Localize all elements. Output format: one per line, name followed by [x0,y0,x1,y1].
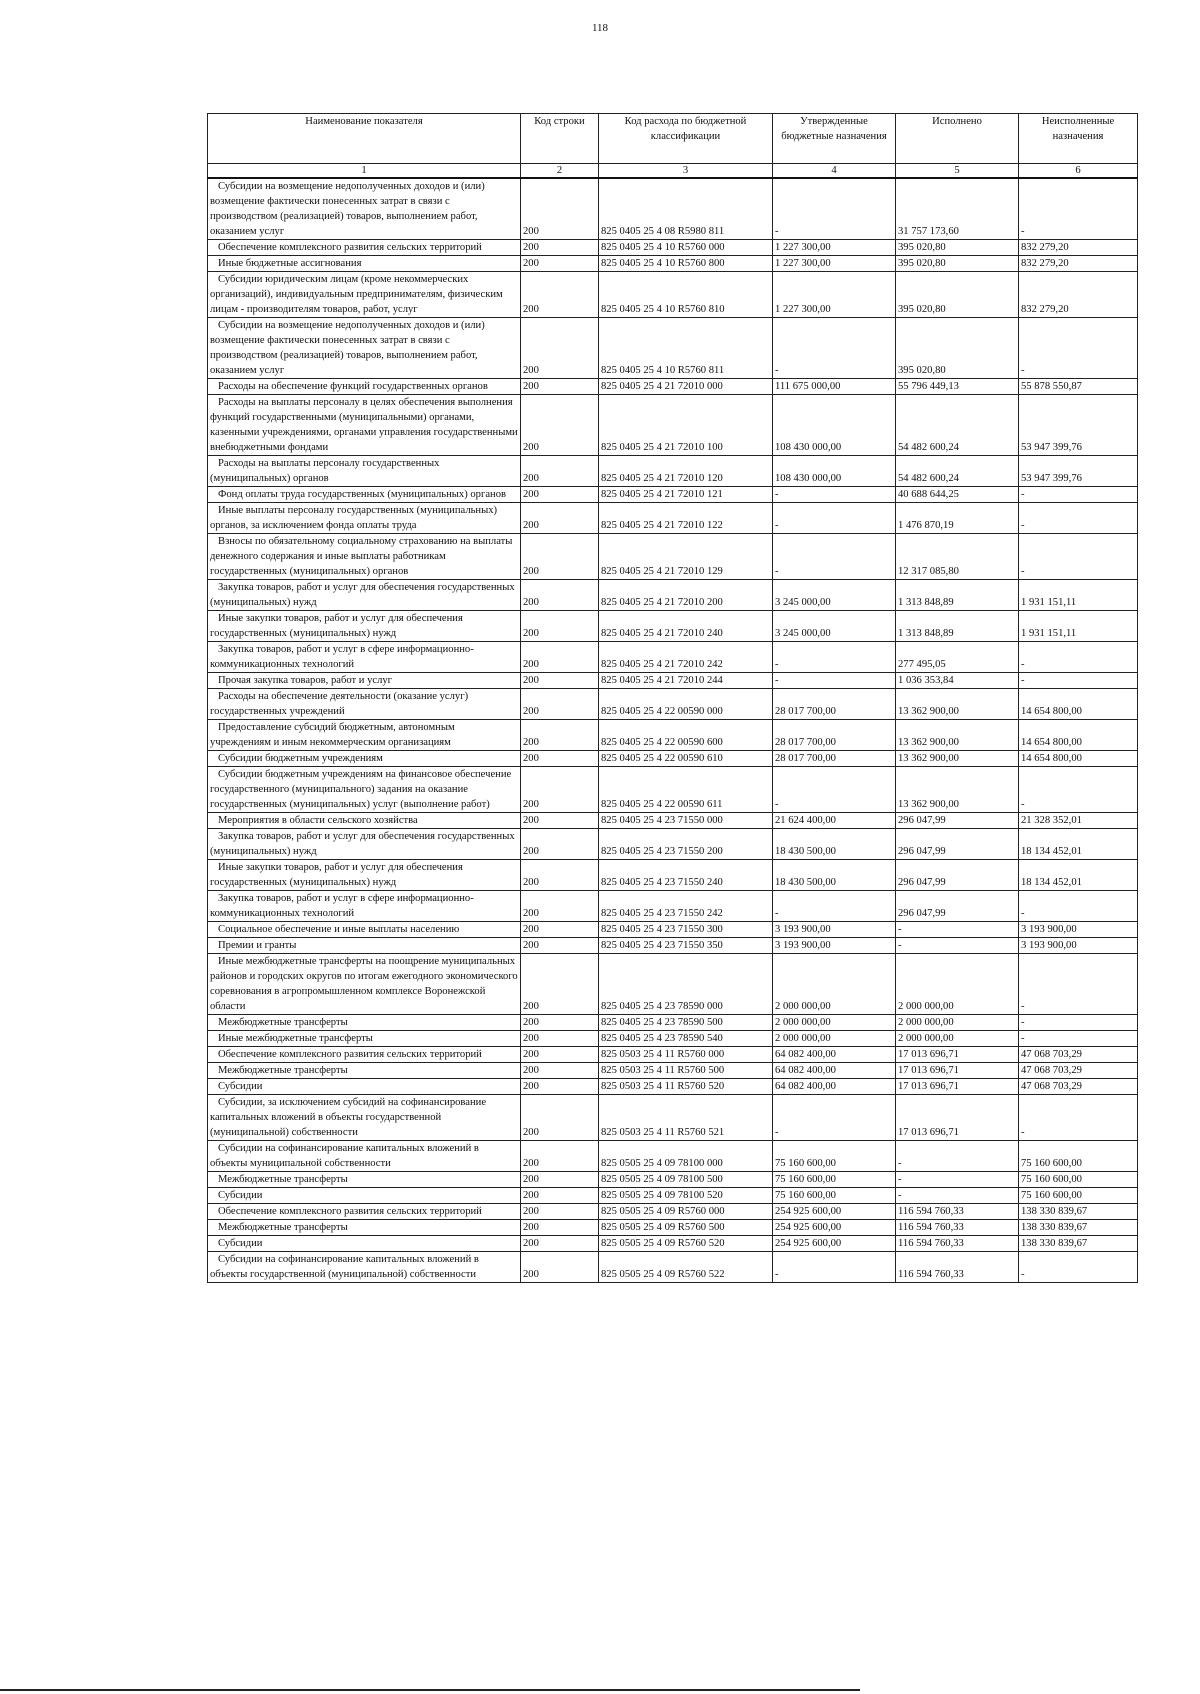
cell-expense-code: 825 0503 25 4 11 R5760 521 [599,1095,773,1141]
cell-unexecuted: 47 068 703,29 [1019,1047,1138,1063]
table-row [208,1063,1138,1079]
table-row [208,1141,1138,1172]
cell-row-code: 200 [521,487,599,503]
cell-executed: 296 047,99 [896,891,1019,922]
cell-name: Иные закупки товаров, работ и услуг для обеспечения государственных (муниципальных) нужд [208,860,521,891]
cell-approved: 75 160 600,00 [773,1141,896,1172]
cell-row-code: 200 [521,456,599,487]
cell-approved: 108 430 000,00 [773,395,896,456]
cell-row-code: 200 [521,938,599,954]
table-row [208,1188,1138,1204]
cell-expense-code: 825 0405 25 4 23 71550 242 [599,891,773,922]
cell-unexecuted: 75 160 600,00 [1019,1188,1138,1204]
cell-name: Иные выплаты персоналу государственных (муниципальных) органов, за исключением фонда оплаты труда [208,503,521,534]
cell-approved: - [773,673,896,689]
cell-expense-code: 825 0505 25 4 09 78100 500 [599,1172,773,1188]
table-row [208,642,1138,673]
cell-expense-code: 825 0505 25 4 09 78100 000 [599,1141,773,1172]
cell-executed: 54 482 600,24 [896,395,1019,456]
cell-row-code: 200 [521,1188,599,1204]
table-row [208,767,1138,813]
cell-unexecuted: - [1019,503,1138,534]
cell-executed: 395 020,80 [896,272,1019,318]
cell-expense-code: 825 0405 25 4 22 00590 610 [599,751,773,767]
cell-approved: 64 082 400,00 [773,1047,896,1063]
table-row [208,673,1138,689]
cell-executed: 17 013 696,71 [896,1047,1019,1063]
cell-name: Прочая закупка товаров, работ и услуг [208,673,521,689]
cell-approved: - [773,1252,896,1283]
cell-approved: 111 675 000,00 [773,379,896,395]
page-number: 118 [591,22,609,34]
cell-unexecuted: - [1019,534,1138,580]
cell-unexecuted: - [1019,1252,1138,1283]
cell-name: Мероприятия в области сельского хозяйства [208,813,521,829]
cell-row-code: 200 [521,860,599,891]
cell-expense-code: 825 0405 25 4 23 71550 300 [599,922,773,938]
cell-unexecuted: 47 068 703,29 [1019,1079,1138,1095]
cell-name: Субсидии [208,1188,521,1204]
cell-approved: - [773,891,896,922]
column-header-row-code: Код строки [521,114,599,164]
cell-expense-code: 825 0405 25 4 23 71550 240 [599,860,773,891]
cell-approved: 1 227 300,00 [773,240,896,256]
cell-name: Субсидии бюджетным учреждениям на финансовое обеспечение государственного (муниципального) задания на оказание государственных (муниципальных) услуг (выполнение работ) [208,767,521,813]
cell-row-code: 200 [521,751,599,767]
cell-name: Социальное обеспечение и иные выплаты населению [208,922,521,938]
cell-unexecuted: - [1019,673,1138,689]
cell-executed: 12 317 085,80 [896,534,1019,580]
cell-unexecuted: 53 947 399,76 [1019,456,1138,487]
cell-approved: 28 017 700,00 [773,751,896,767]
cell-approved: 21 624 400,00 [773,813,896,829]
cell-approved: 2 000 000,00 [773,954,896,1015]
cell-name: Межбюджетные трансферты [208,1220,521,1236]
cell-unexecuted: 18 134 452,01 [1019,829,1138,860]
cell-row-code: 200 [521,813,599,829]
cell-approved: - [773,642,896,673]
cell-row-code: 200 [521,1141,599,1172]
cell-row-code: 200 [521,379,599,395]
cell-name: Обеспечение комплексного развития сельских территорий [208,240,521,256]
cell-unexecuted: - [1019,1031,1138,1047]
table-row [208,1095,1138,1141]
cell-name: Иные бюджетные ассигнования [208,256,521,272]
table-row [208,751,1138,767]
cell-row-code: 200 [521,689,599,720]
cell-executed: 17 013 696,71 [896,1063,1019,1079]
cell-executed: - [896,1141,1019,1172]
cell-executed: 17 013 696,71 [896,1079,1019,1095]
cell-unexecuted: 21 328 352,01 [1019,813,1138,829]
cell-unexecuted: 138 330 839,67 [1019,1204,1138,1220]
table-row [208,611,1138,642]
column-number-row [208,164,1138,179]
cell-expense-code: 825 0405 25 4 22 00590 000 [599,689,773,720]
cell-row-code: 200 [521,891,599,922]
cell-unexecuted: - [1019,318,1138,379]
cell-row-code: 200 [521,1095,599,1141]
cell-executed: 296 047,99 [896,860,1019,891]
cell-row-code: 200 [521,1204,599,1220]
cell-name: Субсидии на возмещение недополученных доходов и (или) возмещение фактически понесенных затрат в связи с производством (реализацией) товаров, выполнением работ, оказанием услуг [208,318,521,379]
cell-unexecuted: 53 947 399,76 [1019,395,1138,456]
cell-unexecuted: - [1019,1015,1138,1031]
column-header-expense-code: Код расхода по бюджетной классификации [599,114,773,164]
cell-expense-code: 825 0505 25 4 09 R5760 522 [599,1252,773,1283]
cell-expense-code: 825 0405 25 4 23 78590 500 [599,1015,773,1031]
cell-expense-code: 825 0405 25 4 23 78590 540 [599,1031,773,1047]
cell-expense-code: 825 0405 25 4 10 R5760 810 [599,272,773,318]
cell-row-code: 200 [521,240,599,256]
cell-unexecuted: 832 279,20 [1019,240,1138,256]
cell-executed: - [896,1172,1019,1188]
cell-approved: 64 082 400,00 [773,1079,896,1095]
table-row [208,860,1138,891]
cell-approved: 1 227 300,00 [773,256,896,272]
column-number: 4 [773,164,896,179]
cell-approved: 75 160 600,00 [773,1172,896,1188]
table-row [208,891,1138,922]
cell-approved: 1 227 300,00 [773,272,896,318]
column-header-name: Наименование показателя [208,114,521,164]
cell-name: Субсидии на возмещение недополученных доходов и (или) возмещение фактически понесенных затрат в связи с производством (реализацией) товаров, выполнением работ, оказанием услуг [208,178,521,240]
cell-name: Расходы на обеспечение деятельности (оказание услуг) государственных учреждений [208,689,521,720]
cell-name: Взносы по обязательному социальному страхованию на выплаты денежного содержания и иные выплаты работникам государственных (муниципальных) органов [208,534,521,580]
cell-row-code: 200 [521,673,599,689]
table-row [208,580,1138,611]
cell-row-code: 200 [521,922,599,938]
cell-name: Расходы на обеспечение функций государственных органов [208,379,521,395]
cell-expense-code: 825 0405 25 4 21 72010 244 [599,673,773,689]
cell-row-code: 200 [521,272,599,318]
table-row [208,318,1138,379]
table-row [208,272,1138,318]
table-row [208,178,1138,240]
cell-row-code: 200 [521,1079,599,1095]
cell-row-code: 200 [521,395,599,456]
cell-approved: - [773,767,896,813]
table-row [208,1031,1138,1047]
table-row [208,1220,1138,1236]
cell-expense-code: 825 0503 25 4 11 R5760 000 [599,1047,773,1063]
table-row [208,1204,1138,1220]
table-row [208,938,1138,954]
cell-expense-code: 825 0505 25 4 09 R5760 520 [599,1236,773,1252]
cell-executed: - [896,1188,1019,1204]
cell-unexecuted: 75 160 600,00 [1019,1172,1138,1188]
cell-approved: 3 245 000,00 [773,580,896,611]
cell-executed: 31 757 173,60 [896,178,1019,240]
cell-executed: 1 313 848,89 [896,580,1019,611]
table-row [208,395,1138,456]
cell-executed: 40 688 644,25 [896,487,1019,503]
cell-row-code: 200 [521,1031,599,1047]
cell-unexecuted: 75 160 600,00 [1019,1141,1138,1172]
table-row [208,1015,1138,1031]
cell-unexecuted: - [1019,1095,1138,1141]
cell-expense-code: 825 0405 25 4 10 R5760 800 [599,256,773,272]
column-header-executed: Исполнено [896,114,1019,164]
cell-name: Межбюджетные трансферты [208,1063,521,1079]
cell-expense-code: 825 0405 25 4 21 72010 200 [599,580,773,611]
cell-executed: 2 000 000,00 [896,954,1019,1015]
cell-unexecuted: 138 330 839,67 [1019,1220,1138,1236]
table-row [208,813,1138,829]
cell-name: Межбюджетные трансферты [208,1015,521,1031]
cell-row-code: 200 [521,318,599,379]
cell-approved: 18 430 500,00 [773,860,896,891]
column-number: 5 [896,164,1019,179]
table-header-row [208,114,1138,164]
budget-execution-table [207,113,1138,1283]
cell-row-code: 200 [521,1172,599,1188]
cell-name: Обеспечение комплексного развития сельских территорий [208,1047,521,1063]
cell-unexecuted: 832 279,20 [1019,256,1138,272]
cell-name: Закупка товаров, работ и услуг для обеспечения государственных (муниципальных) нужд [208,580,521,611]
column-number: 3 [599,164,773,179]
cell-approved: 64 082 400,00 [773,1063,896,1079]
table-row [208,720,1138,751]
cell-expense-code: 825 0405 25 4 10 R5760 000 [599,240,773,256]
cell-row-code: 200 [521,534,599,580]
cell-executed: 277 495,05 [896,642,1019,673]
cell-expense-code: 825 0405 25 4 21 72010 240 [599,611,773,642]
cell-unexecuted: - [1019,767,1138,813]
cell-name: Субсидии на софинансирование капитальных вложений в объекты государственной (муниципальной) собственности [208,1252,521,1283]
table-row [208,1047,1138,1063]
cell-executed: 17 013 696,71 [896,1095,1019,1141]
column-header-approved: Утвержденные бюджетные назначения [773,114,896,164]
cell-name: Субсидии [208,1079,521,1095]
cell-executed: 395 020,80 [896,240,1019,256]
cell-unexecuted: 47 068 703,29 [1019,1063,1138,1079]
cell-expense-code: 825 0405 25 4 21 72010 129 [599,534,773,580]
cell-row-code: 200 [521,1015,599,1031]
table-row [208,954,1138,1015]
cell-expense-code: 825 0405 25 4 10 R5760 811 [599,318,773,379]
cell-approved: - [773,1095,896,1141]
cell-row-code: 200 [521,256,599,272]
cell-name: Закупка товаров, работ и услуг в сфере информационно-коммуникационных технологий [208,891,521,922]
cell-executed: 116 594 760,33 [896,1252,1019,1283]
cell-name: Закупка товаров, работ и услуг для обеспечения государственных (муниципальных) нужд [208,829,521,860]
cell-row-code: 200 [521,1220,599,1236]
cell-expense-code: 825 0405 25 4 21 72010 121 [599,487,773,503]
cell-approved: 28 017 700,00 [773,689,896,720]
cell-name: Иные закупки товаров, работ и услуг для обеспечения государственных (муниципальных) нужд [208,611,521,642]
cell-row-code: 200 [521,720,599,751]
bottom-rule [0,1689,860,1691]
cell-approved: - [773,318,896,379]
cell-row-code: 200 [521,642,599,673]
cell-row-code: 200 [521,1252,599,1283]
table-row [208,1236,1138,1252]
cell-name: Расходы на выплаты персоналу государственных (муниципальных) органов [208,456,521,487]
cell-name: Субсидии [208,1236,521,1252]
cell-name: Премии и гранты [208,938,521,954]
table-row [208,487,1138,503]
table-row [208,503,1138,534]
cell-name: Фонд оплаты труда государственных (муниципальных) органов [208,487,521,503]
table-row [208,1252,1138,1283]
cell-expense-code: 825 0405 25 4 21 72010 120 [599,456,773,487]
cell-approved: 3 193 900,00 [773,938,896,954]
cell-row-code: 200 [521,580,599,611]
cell-approved: - [773,487,896,503]
column-number: 6 [1019,164,1138,179]
cell-approved: 75 160 600,00 [773,1188,896,1204]
cell-row-code: 200 [521,954,599,1015]
cell-row-code: 200 [521,1063,599,1079]
cell-unexecuted: 138 330 839,67 [1019,1236,1138,1252]
cell-executed: 54 482 600,24 [896,456,1019,487]
cell-executed: - [896,938,1019,954]
cell-unexecuted: - [1019,487,1138,503]
cell-expense-code: 825 0405 25 4 23 78590 000 [599,954,773,1015]
cell-executed: 1 313 848,89 [896,611,1019,642]
table-row [208,379,1138,395]
cell-approved: - [773,503,896,534]
cell-expense-code: 825 0405 25 4 22 00590 611 [599,767,773,813]
cell-unexecuted: - [1019,954,1138,1015]
cell-unexecuted: 3 193 900,00 [1019,922,1138,938]
cell-name: Расходы на выплаты персоналу в целях обеспечения выполнения функций государственными (муниципальными) органами, казенными учреждениями, органами управления государственными внебюджетными фондами [208,395,521,456]
cell-name: Субсидии на софинансирование капитальных вложений в объекты муниципальной собственности [208,1141,521,1172]
cell-unexecuted: 1 931 151,11 [1019,611,1138,642]
cell-expense-code: 825 0405 25 4 23 71550 000 [599,813,773,829]
cell-name: Субсидии юридическим лицам (кроме некоммерческих организаций), индивидуальным предпринимателям, физическим лицам - производителям товаров, работ, услуг [208,272,521,318]
cell-expense-code: 825 0405 25 4 23 71550 350 [599,938,773,954]
cell-unexecuted: 14 654 800,00 [1019,751,1138,767]
cell-executed: 55 796 449,13 [896,379,1019,395]
cell-executed: 1 036 353,84 [896,673,1019,689]
cell-unexecuted: 832 279,20 [1019,272,1138,318]
cell-unexecuted: - [1019,891,1138,922]
cell-executed: 1 476 870,19 [896,503,1019,534]
table-row [208,689,1138,720]
cell-unexecuted: 3 193 900,00 [1019,938,1138,954]
cell-executed: 13 362 900,00 [896,689,1019,720]
cell-approved: 18 430 500,00 [773,829,896,860]
cell-name: Закупка товаров, работ и услуг в сфере информационно-коммуникационных технологий [208,642,521,673]
cell-row-code: 200 [521,1047,599,1063]
cell-executed: 13 362 900,00 [896,767,1019,813]
cell-executed: 116 594 760,33 [896,1220,1019,1236]
cell-row-code: 200 [521,178,599,240]
cell-unexecuted: 14 654 800,00 [1019,720,1138,751]
cell-name: Иные межбюджетные трансферты [208,1031,521,1047]
cell-name: Обеспечение комплексного развития сельских территорий [208,1204,521,1220]
cell-expense-code: 825 0405 25 4 22 00590 600 [599,720,773,751]
cell-approved: 28 017 700,00 [773,720,896,751]
cell-row-code: 200 [521,503,599,534]
table-row [208,240,1138,256]
cell-row-code: 200 [521,829,599,860]
cell-executed: 2 000 000,00 [896,1031,1019,1047]
cell-row-code: 200 [521,767,599,813]
cell-row-code: 200 [521,611,599,642]
table-row [208,829,1138,860]
cell-expense-code: 825 0405 25 4 23 71550 200 [599,829,773,860]
cell-expense-code: 825 0405 25 4 08 R5980 811 [599,178,773,240]
cell-executed: 296 047,99 [896,829,1019,860]
cell-expense-code: 825 0405 25 4 21 72010 000 [599,379,773,395]
cell-expense-code: 825 0505 25 4 09 R5760 000 [599,1204,773,1220]
cell-executed: 395 020,80 [896,318,1019,379]
cell-expense-code: 825 0503 25 4 11 R5760 500 [599,1063,773,1079]
cell-executed: - [896,922,1019,938]
cell-expense-code: 825 0505 25 4 09 R5760 500 [599,1220,773,1236]
cell-expense-code: 825 0505 25 4 09 78100 520 [599,1188,773,1204]
cell-approved: 3 245 000,00 [773,611,896,642]
cell-unexecuted: 55 878 550,87 [1019,379,1138,395]
cell-row-code: 200 [521,1236,599,1252]
column-number: 2 [521,164,599,179]
cell-unexecuted: - [1019,178,1138,240]
cell-expense-code: 825 0503 25 4 11 R5760 520 [599,1079,773,1095]
cell-executed: 116 594 760,33 [896,1236,1019,1252]
cell-executed: 116 594 760,33 [896,1204,1019,1220]
cell-name: Субсидии бюджетным учреждениям [208,751,521,767]
cell-approved: 254 925 600,00 [773,1236,896,1252]
cell-approved: 254 925 600,00 [773,1204,896,1220]
column-number: 1 [208,164,521,179]
cell-approved: 2 000 000,00 [773,1015,896,1031]
cell-name: Субсидии, за исключением субсидий на софинансирование капитальных вложений в объекты государственной (муниципальной) собственности [208,1095,521,1141]
column-header-unexecuted: Неисполненные назначения [1019,114,1138,164]
cell-approved: - [773,178,896,240]
cell-approved: 2 000 000,00 [773,1031,896,1047]
table-row [208,256,1138,272]
table-row [208,1172,1138,1188]
cell-unexecuted: 1 931 151,11 [1019,580,1138,611]
cell-approved: 108 430 000,00 [773,456,896,487]
table-body [208,178,1138,1283]
cell-executed: 2 000 000,00 [896,1015,1019,1031]
cell-name: Предоставление субсидий бюджетным, автономным учреждениям и иным некоммерческим организациям [208,720,521,751]
cell-executed: 296 047,99 [896,813,1019,829]
cell-name: Межбюджетные трансферты [208,1172,521,1188]
table-row [208,922,1138,938]
cell-executed: 13 362 900,00 [896,751,1019,767]
cell-name: Иные межбюджетные трансферты на поощрение муниципальных районов и городских округов по итогам ежегодного экономического соревнования в агропромышленном комплексе Воронежской области [208,954,521,1015]
cell-unexecuted: - [1019,642,1138,673]
cell-unexecuted: 14 654 800,00 [1019,689,1138,720]
cell-expense-code: 825 0405 25 4 21 72010 122 [599,503,773,534]
cell-executed: 395 020,80 [896,256,1019,272]
cell-unexecuted: 18 134 452,01 [1019,860,1138,891]
cell-approved: 3 193 900,00 [773,922,896,938]
cell-expense-code: 825 0405 25 4 21 72010 242 [599,642,773,673]
table-row [208,534,1138,580]
cell-executed: 13 362 900,00 [896,720,1019,751]
cell-approved: 254 925 600,00 [773,1220,896,1236]
cell-approved: - [773,534,896,580]
cell-expense-code: 825 0405 25 4 21 72010 100 [599,395,773,456]
table-row [208,456,1138,487]
table-row [208,1079,1138,1095]
